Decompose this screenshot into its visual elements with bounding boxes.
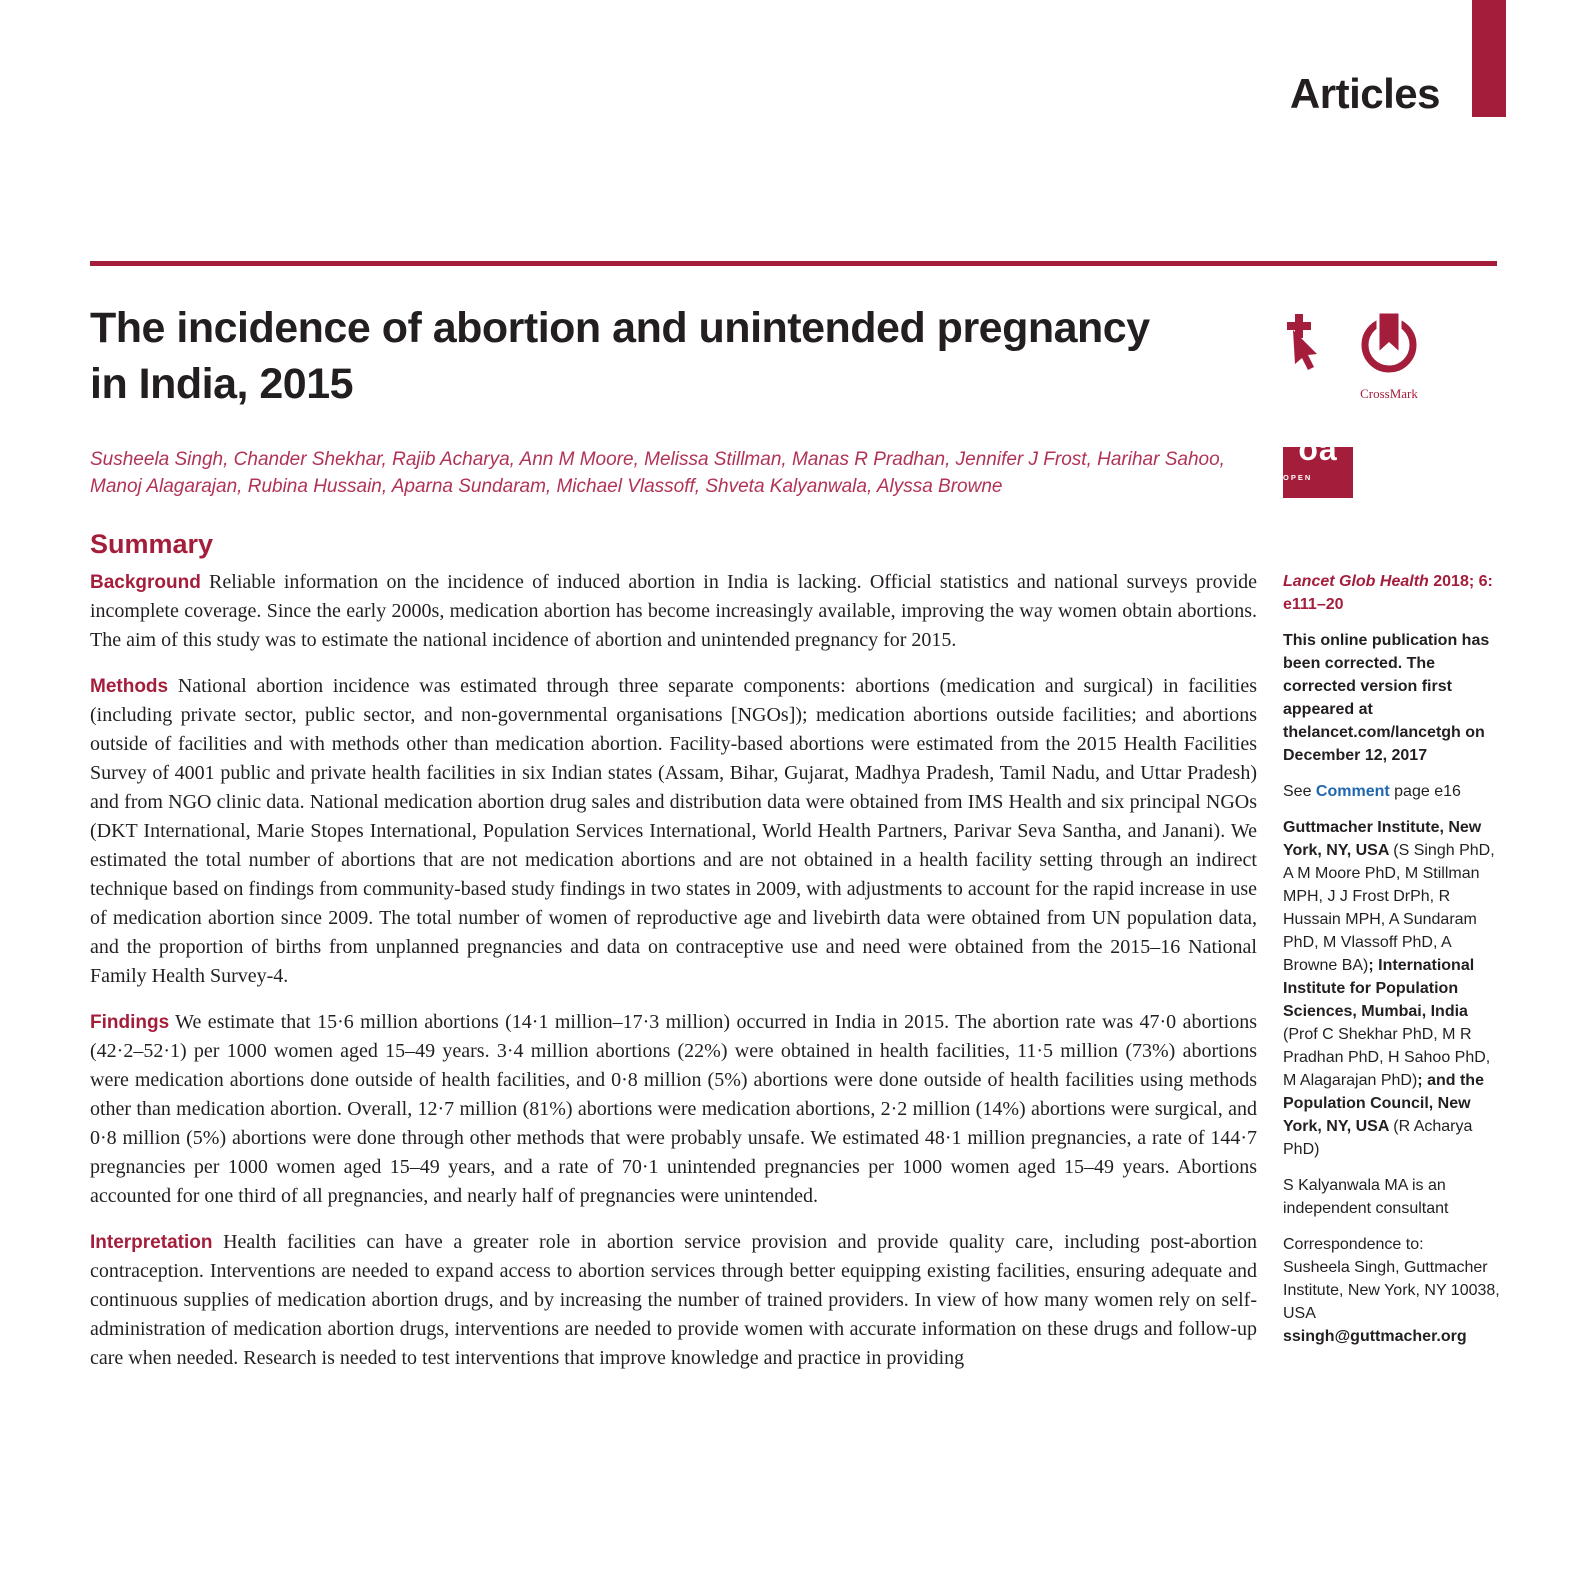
citation — [1283, 570, 1501, 616]
sidebar-icons — [1283, 312, 1501, 401]
summary-paragraph-findings — [90, 1008, 1257, 1211]
consultant-note: S Kalyanwala MA is an independent consultant — [1283, 1177, 1449, 1217]
summary-paragraph-interpretation — [90, 1228, 1257, 1373]
comment-reference — [1283, 780, 1501, 803]
paragraph-text-interpretation: Health facilities can have a greater role in abortion service provision and provide quality care, including post-abortion contraception. Interventions are needed to expand access to abortion services through better equipping existing facilities, ensuring adequate and continuous supplies of medication abortion drugs, and by increasing the number of trained providers. In view of how many women rely on self-administration of medication abortion drugs, interventions are needed to provide women with accurate information on these drugs and follow-up care when needed. Research is needed to test interventions that improve knowledge and practice in providing — [90, 1231, 1257, 1369]
comment-link[interactable]: Comment — [1315, 783, 1390, 800]
open-access-abbr: oa — [1298, 430, 1338, 467]
crossmark-caption: CrossMark — [1360, 386, 1418, 401]
affiliation-segment: ; International Institute for Population Sciences, Mumbai, India — [1283, 957, 1475, 1020]
open-access-badge — [1283, 430, 1353, 505]
affiliation-segment: (Prof C Shekhar PhD, M R Pradhan PhD, H Sahoo PhD, M Alagarajan PhD) — [1283, 1026, 1491, 1089]
article-title: The incidence of abortion and unintended pregnancy in India, 2015 — [90, 304, 1150, 408]
correspondence-intro: Correspondence to: — [1283, 1236, 1424, 1253]
paragraph-text-findings: We estimate that 15·6 million abortions (14·1 million–17·3 million) occurred in India in 2015. The abortion rate was 47·0 abortions (42·2–52·1) per 1000 women aged 15–49 years. 3·4 million abortions (22%) were obtained in health facilities, 11·5 million (73%) abortions were medication abortions done outside of health facilities, and 0·8 million (5%) abortions were done outside of health facilities using methods other than medication abortion. Overall, 12·7 million (81%) abortions were medication abortions, 2·2 million (14%) abortions were surgical, and 0·8 million (5%) abortions were done through other methods that were probably unsafe. We estimated 48·1 million pregnancies, a rate of 144·7 pregnancies per 1000 women aged 15–49 years, and a rate of 70·1 unintended pregnancies per 1000 women aged 15–49 years. Abortions accounted for one third of all pregnancies, and nearly half of pregnancies were unintended. — [90, 1011, 1257, 1207]
main-column — [90, 300, 1257, 1390]
paragraph-text-methods: National abortion incidence was estimated through three separate components: abortions (medication and surgical) in facilities (including private sector, public sector, and non-governmental organisations [NGOs]); medication abortions outside facilities; and abortions outside of facilities and with methods other than medication abortion. Facility-based abortions were estimated from the 2015 Health Facilities Survey of 4001 public and private health facilities in six Indian states (Assam, Bihar, Gujarat, Madhya Pradesh, Tamil Nadu, and Uttar Pradesh) and from NGO clinic data. National medication abortion drug sales and distribution data were obtained from IMS Health and six principal NGOs (DKT International, Marie Stopes International, Population Services International, World Health Partners, Parivar Seva Santha, and Janani). We estimated the total number of abortions that are not medication abortions and are not obtained in a health facility setting through an indirect technique based on findings from community-based study findings in two states in 2009, with adjustments to account for the rapid increase in use of medication abortion since 2009. The total number of women of reproductive age and livebirth data were obtained from UN population data, and the proportion of births from unplanned pregnancies and data on contraceptive use and need were obtained from the 2015–16 National Family Health Survey-4. — [90, 675, 1257, 987]
open-access-label: OPEN ACCESS — [1283, 472, 1327, 505]
correspondence — [1283, 1233, 1501, 1348]
summary-paragraph-methods — [90, 672, 1257, 991]
header-rule — [90, 261, 1497, 266]
comment-post: page e16 — [1389, 783, 1461, 800]
author-list: Susheela Singh, Chander Shekhar, Rajib Acharya, Ann M Moore, Melissa Stillman, Manas R Pradhan, Jennifer J Frost, Harihar Sahoo, Manoj Alagarajan, Rubina Hussain, Aparna Sundaram, Michael Vlassoff, Shveta Kalyanwala, Alyssa Browne — [90, 449, 1225, 497]
sidebar-text — [1283, 570, 1501, 1361]
summary-paragraph-background — [90, 568, 1257, 655]
affiliation-segment: (S Singh PhD, A M Moore PhD, M Stillman MPH, J J Frost DrPh, R Hussain MPH, A Sundaram PhD, M Vlassoff PhD, A Browne BA) — [1283, 842, 1495, 974]
paragraph-label-findings: Findings — [90, 1012, 170, 1033]
section-color-bar — [1472, 0, 1506, 117]
summary-heading: Summary — [90, 529, 214, 559]
affiliation-segment: Guttmacher Institute, New York, NY, USA — [1283, 819, 1482, 859]
section-label: Articles — [1289, 70, 1440, 117]
comment-pre: See — [1283, 783, 1316, 800]
crossmark-icon[interactable] — [1329, 312, 1449, 405]
paragraph-label-methods: Methods — [90, 676, 169, 697]
affiliation-segment: (R Acharya PhD) — [1283, 1118, 1473, 1158]
correspondence-address: Susheela Singh, Guttmacher Institute, New York, NY 10038, USA — [1283, 1259, 1500, 1322]
affiliation-segment: ; and the Population Council, New York, NY, USA — [1283, 1072, 1484, 1135]
citation-journal: Lancet Glob Health — [1283, 573, 1429, 590]
correspondence-email[interactable]: ssingh@guttmacher.org — [1283, 1328, 1467, 1345]
affiliations — [1283, 816, 1501, 1161]
citation-rest: 2018; 6: e111–20 — [1283, 573, 1493, 613]
update-cursor-icon — [1283, 314, 1327, 377]
paragraph-label-interpretation: Interpretation — [90, 1232, 213, 1253]
correction-note: This online publication has been corrected. The corrected version first appeared at thelancet.com/lancetgh on December 12, 2017 — [1283, 632, 1490, 764]
sidebar — [1283, 312, 1501, 1345]
paragraph-text-background: Reliable information on the incidence of induced abortion in India is lacking. Official statistics and national surveys provide incomplete coverage. Since the early 2000s, medication abortion has become increasingly available, improving the way women obtain abortions. The aim of this study was to estimate the national incidence of abortion and unintended pregnancy for 2015. — [90, 571, 1257, 651]
paragraph-label-background: Background — [90, 572, 201, 593]
